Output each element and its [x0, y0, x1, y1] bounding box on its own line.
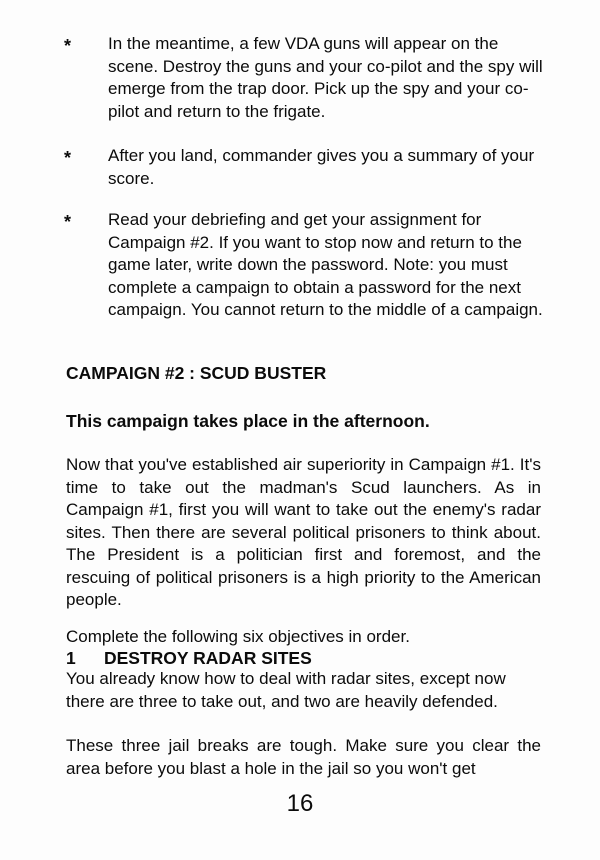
objective-text: You already know how to deal with radar sites, except now there are three to take out, and two are heavily defended.	[66, 669, 506, 711]
bullet-text: In the meantime, a few VDA guns will appear on the scene. Destroy the guns and your co-pilot and the spy will emerge from the trap door. Pick up the spy and your co-pilot and return to the frigate.	[108, 34, 543, 121]
campaign-subheading: This campaign takes place in the afternoon.	[66, 411, 430, 431]
bullet-asterisk: *	[64, 212, 72, 232]
bullet-asterisk: *	[64, 36, 72, 56]
page-number: 16	[286, 790, 314, 817]
intro-paragraph: Now that you've established air superiority in Campaign #1. It's time to take out the madman's Scud launchers. As in Campaign #1, first you will want to take out the enemy's radar sites. Then there are several political prisoners to think about. The President is a politician first and foremost, and the rescuing of political prisoners is a high priority to the American people.	[66, 455, 541, 609]
bullet-text: Read your debriefing and get your assignment for Campaign #2. If you want to stop now and return to the game later, write down the password. Note: you must complete a campaign to obtain a password for the next campaign. You cannot return to the middle of a campaign.	[108, 210, 543, 319]
objective-number: 1	[66, 648, 76, 668]
campaign-heading: CAMPAIGN #2 : SCUD BUSTER	[66, 363, 327, 383]
bullet-asterisk: *	[64, 148, 72, 168]
objective-heading	[66, 647, 546, 669]
objective-title: DESTROY RADAR SITES	[104, 648, 312, 668]
objectives-intro: Complete the following six objectives in order.	[66, 627, 410, 646]
jail-paragraph: These three jail breaks are tough. Make sure you clear the area before you blast a hole in the jail so you won't get	[66, 736, 541, 778]
bullet-text: After you land, commander gives you a summary of your score.	[108, 146, 535, 188]
